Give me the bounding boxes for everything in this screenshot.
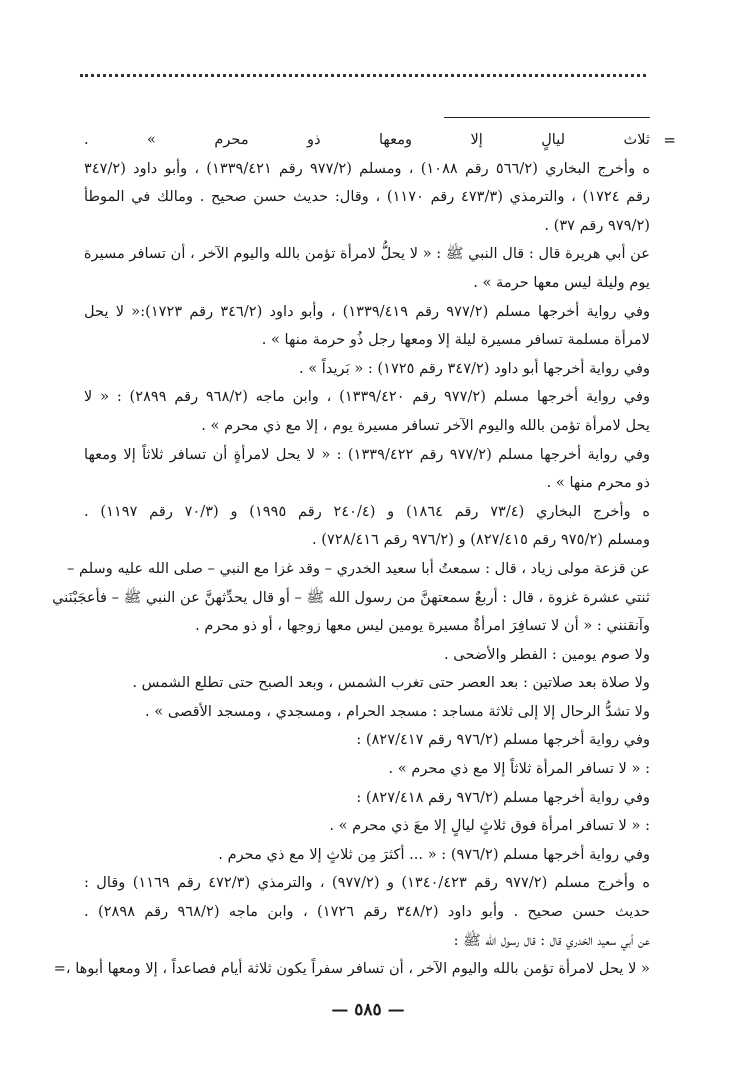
text-line: وفي رواية أخرجها مسلم (٩٧٧/٢ رقم ١٣٣٩/٤١٩) ، وأبو داود (٣٤٦/٢ رقم ١٧٢٣):« لا يحل xyxy=(84,302,650,320)
text-line: وفي رواية أخرجها مسلم (٩٧٦/٢) : « ... أكثرَ مِن ثلاثٍ إلا مع ذي محرم . xyxy=(218,845,650,863)
text-line: : « لا تسافر المرأة ثلاثاً إلا مع ذي محرم » . xyxy=(388,760,650,778)
text-line xyxy=(84,126,676,155)
text-line: وفي رواية أخرجها مسلم (٩٧٧/٢ رقم ١٣٣٩/٤٢٢) : « لا يحل لامرأةٍ أن تسافر ثلاثاً إلا ومعها xyxy=(84,445,650,463)
text-line: وفي رواية أخرجها مسلم (٩٧٧/٢ رقم ١٣٣٩/٤٢٠) ، وابن ماجه (٩٦٨/٢ رقم ٢٨٩٩) : « لا xyxy=(84,388,650,406)
text-line: ه وأخرج البخاري (٥٦٦/٢ رقم ١٠٨٨) ، ومسلم (٩٧٧/٢ رقم ١٣٣٩/٤٢١) ، وأبو داود (٣٤٧/٢ xyxy=(84,159,650,177)
text-line: حديث حسن صحيح . وأبو داود (٣٤٨/٢ رقم ١٧٢٦) ، وابن ماجه (٩٦٨/٢ رقم ٢٨٩٨) . xyxy=(84,903,651,921)
text-line: وفي رواية أخرجها مسلم (٩٧٦/٢ رقم ٨٢٧/٤١٧) : xyxy=(356,731,650,749)
text-line: وآنقنني : « أن لا تسافِرَ امرأةٌ مسيرة يومين ليس معها زوجها ، أو ذو محرم . xyxy=(195,617,650,635)
text-line: رقم ١٧٢٤) ، والترمذي (٤٧٣/٣ رقم ١١٧٠) ، وقال: حديث حسن صحيح . ومالك في الموطأ xyxy=(84,188,651,206)
text-line: عن قزعة مولى زياد ، قال : سمعتُ أبا سعيد الخدري – وقد غزا مع النبي – صلى الله عليه وسلم – xyxy=(67,559,650,577)
text-line: ولا تشدُّ الرحال إلا إلى ثلاثة مساجد : مسجد الحرام ، ومسجدي ، ومسجد الأقصى » . xyxy=(144,702,650,720)
page-number: — ٥٨٥ — xyxy=(331,1000,405,1020)
text-line: وفي رواية أخرجها أبو داود (٣٤٧/٢ رقم ١٧٢٥) : « بَريداً » . xyxy=(298,359,650,377)
text-line: لامرأة مسلمة تسافر مسيرة ليلة إلا ومعها رجل ذُو حرمة منها » . xyxy=(261,331,650,349)
text-line: ه وأخرج البخاري (٧٣/٤ رقم ١٨٦٤) و (٢٤٠/٤ رقم ١٩٩٥) و (٧٠/٣ رقم ١١٩٧) . xyxy=(84,502,650,520)
text-line: عن أبي سعيد الخدري قال : قال رسول الله ﷺ : xyxy=(453,931,650,949)
text-line: وفي رواية أخرجها مسلم (٩٧٦/٢ رقم ٨٢٧/٤١٨) : xyxy=(356,788,650,806)
text-line: ولا صلاة بعد صلاتين : بعد العصر حتى تغرب الشمس ، وبعد الصبح حتى تطلع الشمس . xyxy=(132,674,650,692)
dotted-divider xyxy=(80,74,646,77)
text-line-content: ثلاث ليالٍ إلا ومعها ذو محرم » . xyxy=(84,131,650,148)
text-line: (٩٧٩/٢ رقم ٣٧) . xyxy=(544,216,650,234)
text-line: يوم وليلة ليس معها حرمة » . xyxy=(473,273,650,291)
text-line: ولا صوم يومين : الفطر والأضحى . xyxy=(444,645,650,663)
footnote-separator-rule xyxy=(444,117,650,118)
page-text xyxy=(52,126,676,984)
text-line: ومسلم (٩٧٥/٢ رقم ٨٢٧/٤١٥) و (٩٧٦/٢ رقم ٧٢٨/٤١٦) . xyxy=(312,531,650,549)
continuation-mark: = xyxy=(663,131,676,149)
text-line: يحل لامرأة تؤمن بالله واليوم الآخر تسافر مسيرة يوم ، إلا مع ذي محرم » . xyxy=(201,416,650,434)
text-line: : « لا تسافر امرأة فوق ثلاثٍ ليالٍ إلا معَ ذي محرم » . xyxy=(329,817,650,835)
text-line: عن أبي هريرة قال : قال النبي ﷺ : « لا يحلُّ لامرأة تؤمن بالله واليوم الآخر ، أن تسافر مسيرة xyxy=(83,245,650,263)
text-line: ثنتي عشرة غزوة ، قال : أربعٌ سمعتهنَّ من رسول الله ﷺ – أو قال يحدِّثهنَّ عن النبي ﷺ – فأعجَبْنَني xyxy=(52,588,650,606)
text-line: ه وأخرج مسلم (٩٧٧/٢ رقم ١٣٤٠/٤٢٣) و (٩٧٧/٢) ، والترمذي (٤٧٢/٣ رقم ١١٦٩) وقال : xyxy=(84,874,651,892)
text-line: ذو محرم منها » . xyxy=(546,474,650,492)
text-line: « لا يحل لامرأة تؤمن بالله واليوم الآخر ، أن تسافر سفراً يكون ثلاثة أيام فصاعداً ، إلا ومعها أبوها ،= xyxy=(53,960,650,978)
